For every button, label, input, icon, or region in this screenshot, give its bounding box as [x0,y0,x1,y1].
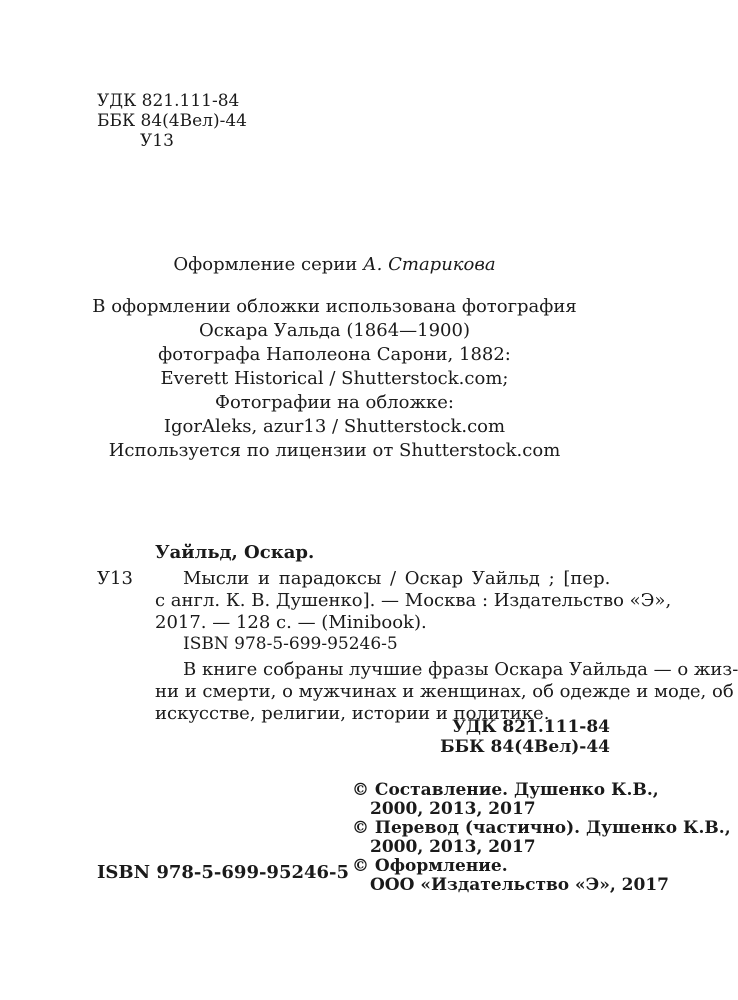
credit-line: фотографа Наполеона Сарони, 1882: [158,344,511,365]
catalog-entry-line: с англ. К. В. Душенко]. — Москва : Издательство «Э», [155,590,672,611]
catalog-udk: УДК 821.111-84 [452,717,610,737]
copyright-line: © Составление. Душенко К.В., [352,780,659,800]
copyright-line: © Оформление. [352,856,508,876]
catalog-entry-line: Мысли и парадоксы / Оскар Уайльд ; [пер. [183,568,611,589]
annotation-line: искусстве, религии, истории и политике. [155,703,550,724]
credit-line: Используется по лицензии от Shutterstock.com [108,440,561,461]
top-author-mark: У13 [140,131,174,151]
catalog-isbn: ISBN 978-5-699-95246-5 [183,634,398,654]
credit-line: Everett Historical / Shutterstock.com; [160,368,509,389]
top-udk: УДК 821.111-84 [97,91,240,111]
copyright-line: © Перевод (частично). Душенко К.В., [352,818,731,838]
credit-line: Фотографии на обложке: [215,392,454,413]
catalog-bbk: ББК 84(4Вел)-44 [440,737,610,757]
annotation-line: ни и смерти, о мужчинах и женщинах, об одежде и моде, об [155,681,734,702]
catalog-mark: У13 [97,568,133,589]
series-design-credit [0,253,669,277]
credit-line: В оформлении обложки использована фотография [92,296,577,317]
copyright-line: 2000, 2013, 2017 [370,837,536,857]
copyright-block [352,781,731,895]
copyright-line: 2000, 2013, 2017 [370,799,536,819]
top-bbk: ББК 84(4Вел)-44 [97,111,247,131]
credit-line: IgorAleks, azur13 / Shutterstock.com [163,416,506,437]
photo-credits [0,295,669,463]
isbn-bottom: ISBN 978-5-699-95246-5 [97,862,350,883]
design-prefix: Оформление серии [173,254,364,275]
design-name: А. Старикова [363,254,496,275]
catalog-author: Уайльд, Оскар. [155,542,315,563]
copyright-line: ООО «Издательство «Э», 2017 [370,875,669,895]
catalog-entry-line: 2017. — 128 с. — (Minibook). [155,612,427,633]
credit-line: Оскара Уальда (1864—1900) [199,320,470,341]
annotation-line: В книге собраны лучшие фразы Оскара Уайльда — о жиз- [183,659,738,680]
